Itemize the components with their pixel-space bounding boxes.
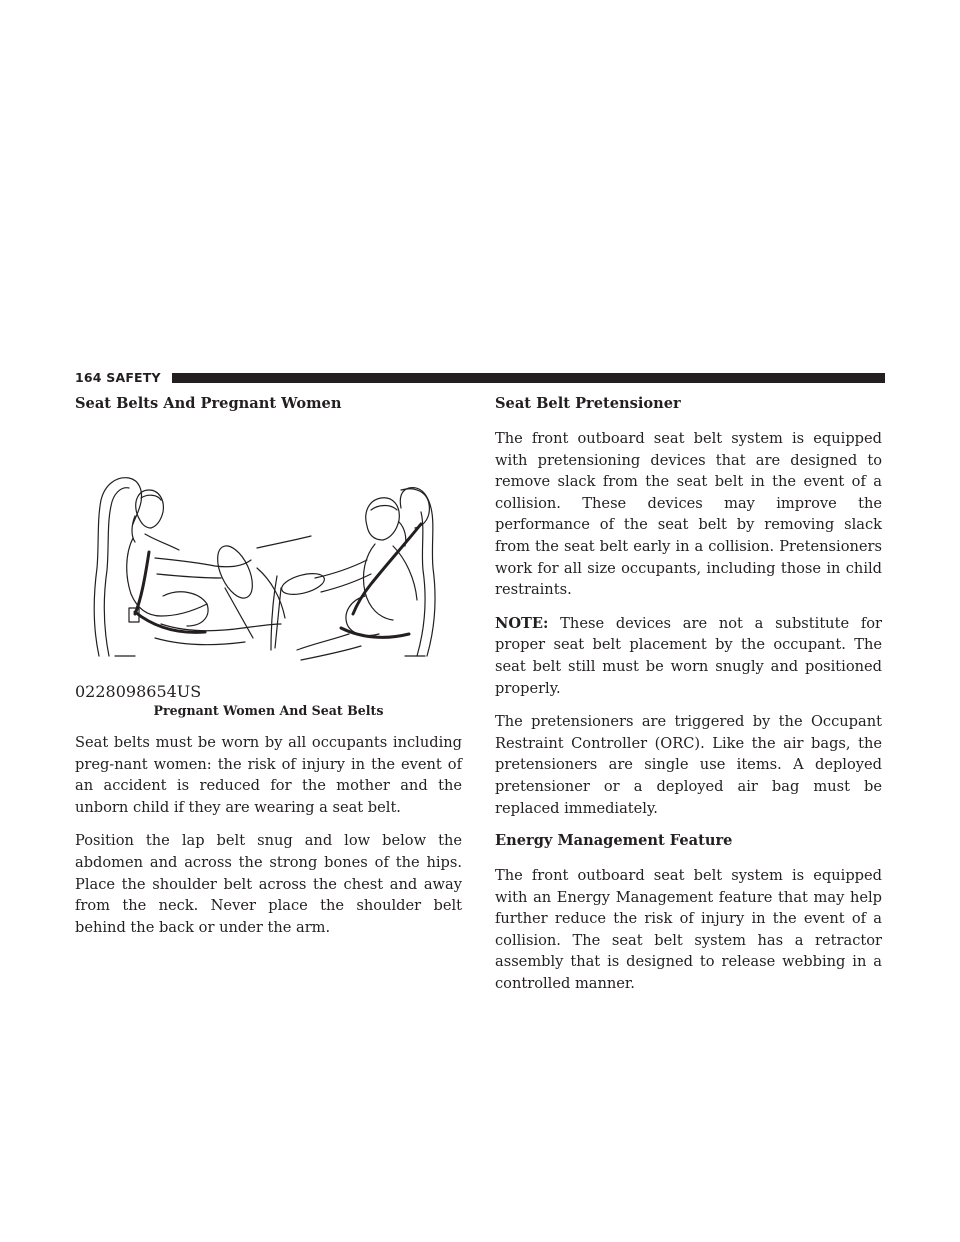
header-rule <box>172 373 885 383</box>
section-heading-pregnant: Seat Belts And Pregnant Women <box>75 395 342 412</box>
pregnant-women-illustration <box>75 428 462 678</box>
paragraph: The front outboard seat belt system is equipped with pretensioning devices that are designed to remove slack from the seat belt in the event of a collision. These devices may improve the performance of the seat belt by removing slack from the seat belt early in a collision. Pretensioners work for all size occupants, including those in child restraints. <box>495 430 882 599</box>
note-text: These devices are not a substitute for proper seat belt placement by the occupant. The seat belt still must be worn snugly and positioned properly. <box>495 614 882 697</box>
paragraph: The pretensioners are triggered by the Occupant Restraint Controller (ORC). Like the air bags, the pretensioners are single use items. A deployed pretensioner or a deployed air bag must be replaced immediately. <box>495 713 882 817</box>
figure-code: 0228098654US <box>75 682 202 701</box>
figure-caption: Pregnant Women And Seat Belts <box>153 703 384 718</box>
left-column <box>75 394 462 938</box>
paragraph: Position the lap belt snug and low below the abdomen and across the strong bones of the hips. Place the shoulder belt across the chest and away from the neck. Never place the shoulder belt behind the back or under the arm. <box>75 832 462 936</box>
paragraph: Seat belts must be worn by all occupants including preg-nant women: the risk of injury in the event of an accident is reduced for the mother and the unborn child if they are wearing a seat belt. <box>75 734 462 816</box>
page-header <box>75 371 885 385</box>
note-label: NOTE: <box>495 614 549 632</box>
section-heading-energy: Energy Management Feature <box>495 832 733 850</box>
note-paragraph <box>495 613 882 699</box>
section-heading-pretensioner: Seat Belt Pretensioner <box>495 395 681 412</box>
page-number-section: 164 SAFETY <box>75 370 161 385</box>
figure-pregnant-seat-belts <box>75 428 462 701</box>
paragraph: The front outboard seat belt system is equipped with an Energy Management feature that may help further reduce the risk of injury in the event of a collision. The seat belt system has a retractor assembly that is designed to release webbing in a controlled manner. <box>495 867 882 993</box>
right-column <box>495 394 882 995</box>
